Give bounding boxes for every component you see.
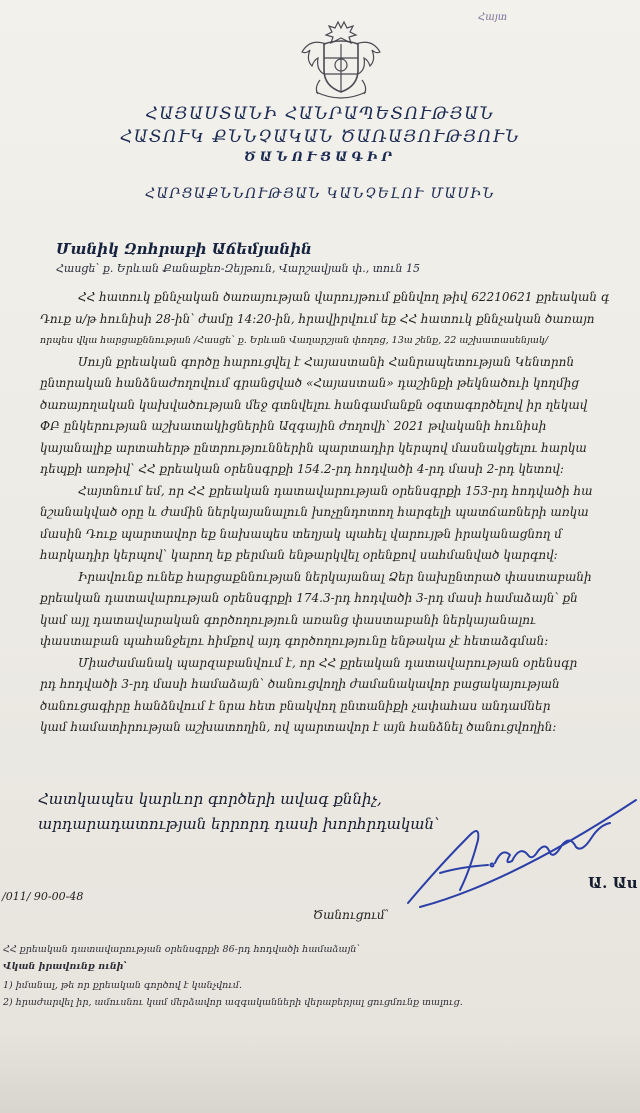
body-line: նշանակված օրը և ժամին ներկայանալուն խոչընդոտող հարգելի պատճառների առկա [40, 505, 589, 519]
body-line: դեպքի առթիվ՝ ՀՀ քրեական օրենսգրքի 154.2-րդ հոդվածի 4-րդ մասի 2-րդ կետով: [40, 462, 564, 476]
body-line: քրեական դատավարության օրենսգրքի 174.3-րդ հոդվածի 3-րդ մասի համաձայն՝ քն [40, 591, 578, 605]
body-line: ՀՀ հատուկ քննչական ծառայության վարույթում քննվող թիվ 62210621 քրեական գ [78, 290, 610, 304]
handwritten-signature [400, 795, 640, 910]
armenian-coat-of-arms-icon [296, 18, 386, 106]
body-line: Հայտնում եմ, որ ՀՀ քրեական դատավարության օրենսգրքի 153-րդ հոդվածի հա [78, 483, 593, 498]
footnote-rights-heading: Վկան իրավունք ունի՝ [3, 961, 127, 972]
body-line: հարկադիր կերպով՝ կարող եք բերման ենթարկվել օրենքով սահմանված կարգով: [40, 548, 558, 562]
body-line: փաստաբան պահանջելու հիմքով այդ գործողությունը ենթակա չէ հետաձգման: [40, 634, 549, 648]
body-line: Միաժամանակ պարզաբանվում է, որ ՀՀ քրեական դատավարության օրենսգր [78, 655, 578, 670]
phone-number: /011/ 90-00-48 [2, 890, 84, 903]
body-line: Դուք ս/թ հունիսի 28-ին՝ ժամը 14:20-ին, հրավիրվում եք ՀՀ հատուկ քննչական ծառայո [40, 311, 595, 326]
footnote-right-1: 1) իմանալ, թե որ քրեական գործով է կանչվում. [3, 980, 243, 991]
recipient-address: Հասցե՝ ք. Երևան Քանաքեռ-Զեյթուն, Վարշավյան փ., տուն 15 [56, 262, 420, 275]
footnote-law: ՀՀ քրեական դատավարության օրենսգրքի 86-րդ հոդվածի համաձայն՝ [3, 944, 360, 955]
body-line: ծանուցագիրը հանձնվում է նրա հետ բնակվող ընտանիքի չափահաս անդամներ [40, 698, 551, 713]
body-line: որպես վկա հարցաքննության /Հասցե՝ ք. Երևան Վաղարշյան փողոց, 13ա շենք, 22 աշխատասենյակ/ [40, 335, 549, 346]
body-line: մասին Դուք պարտավոր եք նախապես տեղյակ պահել վարույթն իրականացնող մ [40, 526, 563, 541]
top-handwritten-note: Հայտ [478, 12, 508, 23]
body-line: կամ համատիրության աշխատողին, ով պարտավոր է այն հանձնել ծանուցվողին: [40, 720, 557, 734]
body-line: ՓԲ ընկերության աշխատակիցներին Ազգային ժողովի՝ 2021 թվականի հունիսի [40, 419, 547, 433]
header-service: ՀԱՏՈՒԿ ՔՆՆՉԱԿԱՆ ԾԱՌԱՅՈՒԹՅՈՒՆ [119, 127, 520, 147]
familiarized-label: Ծանուցում՝ [313, 908, 390, 922]
signatory-title: Հատկապես կարևոր գործերի ավագ քննիչ, [38, 790, 382, 808]
body-line: կայանալիք արտահերթ ընտրություններին պարտադիր կերպով մասնակցելու հարկա [40, 440, 587, 455]
header-republic: ՀԱՅԱՍՏԱՆԻ ՀԱՆՐԱՊԵՏՈՒԹՅԱՆ [145, 104, 495, 124]
body-line: ընտրական հանձնաժողովում գրանցված «Հայաստան» դաշինքի թեկնածուի կողմից [40, 376, 580, 390]
body-line: Իրավունք ունեք հարցաքննության ներկայանալ Ձեր նախընտրած փաստաբանի [78, 569, 592, 584]
body-line: րդ հոդվածի 3-րդ մասի համաձայն՝ ծանուցվողի ժամանակավոր բացակայության [40, 677, 560, 691]
header-notice: ԾԱՆՈՒՑԱԳԻՐ [244, 150, 396, 165]
paper-shadow [0, 1030, 640, 1113]
body-text [40, 287, 640, 739]
signatory-name: Ա. Աս [588, 874, 638, 892]
footnote-right-2: 2) հրաժարվել իր, ամուսնու կամ մերձավոր ազգականների վերաբերյալ ցուցմունք տալուց. [3, 997, 463, 1008]
body-line: կամ այլ դատավարական գործողություն առանց փաստաբանի ներկայանալու [40, 612, 536, 627]
signatory-rank: արդարադատության երրորդ դասի խորհրդական՝ [38, 815, 440, 833]
body-line: ծառայողական կախվածության մեջ գտնվելու հանգամանքն օգտագործելով իր ղեկավ [40, 397, 588, 412]
header-subject: ՀԱՐՑԱՔՆՆՈՒԹՅԱՆ ԿԱՆՉԵԼՈՒ ՄԱՍԻՆ [144, 186, 496, 202]
body-line: Սույն քրեական գործը հարուցվել է Հայաստանի Հանրապետության Կենտրոն [78, 354, 575, 369]
recipient-name: Մանիկ Զոհրաբի Աճեմյանին [56, 240, 312, 258]
